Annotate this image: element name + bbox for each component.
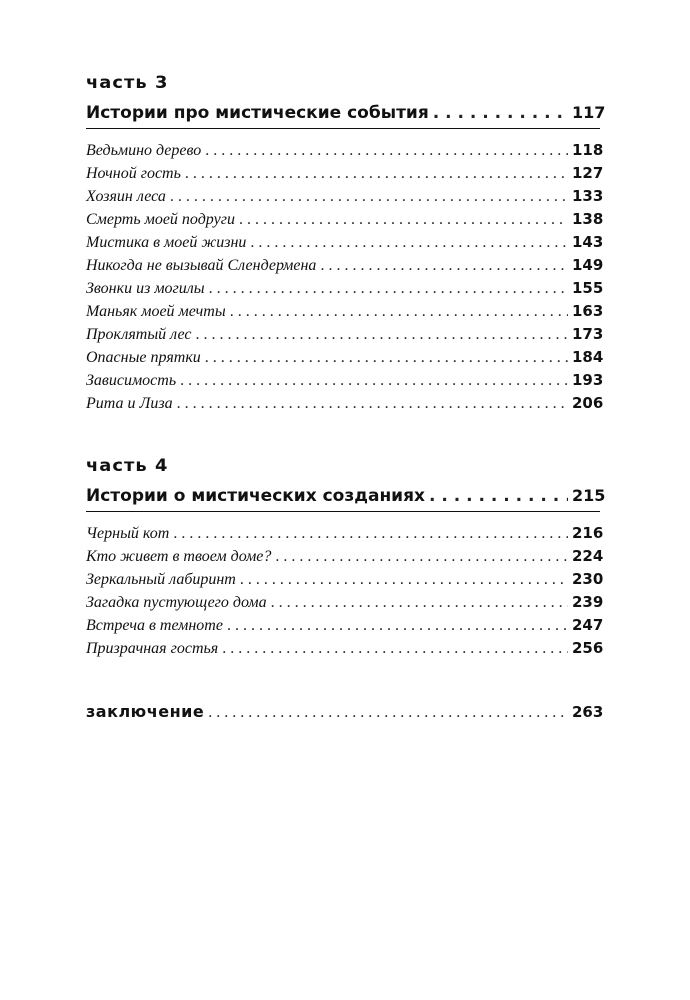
toc-entry-page: 143 — [572, 233, 604, 251]
dot-leader — [239, 208, 568, 231]
toc-entry-page: 239 — [572, 593, 604, 611]
toc-entry[interactable] — [86, 162, 604, 185]
toc-entry-page: 247 — [572, 616, 604, 634]
toc-entry[interactable] — [86, 637, 604, 660]
toc-entry-page: 133 — [572, 187, 604, 205]
toc-entry-title: Смерть моей подруги — [86, 211, 235, 228]
dot-leader — [240, 568, 568, 591]
part-3-label: часть 3 — [86, 73, 169, 93]
toc-entry-title: Ведьмино дерево — [86, 142, 202, 159]
dot-leader — [205, 139, 568, 162]
part-3-section — [86, 70, 606, 415]
dot-leader — [250, 231, 568, 254]
dot-leader — [429, 481, 568, 511]
toc-entry-page: 173 — [572, 325, 604, 343]
toc-entry[interactable] — [86, 208, 604, 231]
dot-leader — [271, 591, 568, 614]
toc-entry-page: 155 — [572, 279, 604, 297]
toc-entry-page: 163 — [572, 302, 604, 320]
toc-entry-title: Черный кот — [86, 525, 170, 542]
part-4-label: часть 4 — [86, 456, 169, 476]
dot-leader — [177, 392, 568, 415]
toc-entry[interactable] — [86, 346, 604, 369]
toc-entry-title: Призрачная гостья — [86, 640, 219, 657]
toc-entry[interactable] — [86, 185, 604, 208]
toc-entry-title: Встреча в темноте — [86, 617, 223, 634]
toc-entry-page: 224 — [572, 547, 604, 565]
part-3-heading-page: 117 — [572, 103, 606, 122]
toc-entry-title: Зависимость — [86, 372, 177, 389]
toc-entry[interactable] — [86, 545, 604, 568]
toc-entry[interactable] — [86, 522, 604, 545]
toc-entry-page: 206 — [572, 394, 604, 412]
dot-leader — [433, 98, 568, 128]
toc-entry-title: Кто живет в твоем доме? — [86, 548, 272, 565]
dot-leader — [227, 614, 568, 637]
part-4-heading-page: 215 — [572, 486, 606, 505]
toc-entry-page: 230 — [572, 570, 604, 588]
toc-entry-page: 184 — [572, 348, 604, 366]
conclusion-entry[interactable] — [86, 698, 604, 726]
toc-entry-title: Маньяк моей мечты — [86, 303, 226, 320]
toc-entry-page: 149 — [572, 256, 604, 274]
dot-leader — [196, 323, 568, 346]
dot-leader — [208, 699, 568, 727]
toc-entry-page: 193 — [572, 371, 604, 389]
toc-entry[interactable] — [86, 139, 604, 162]
toc-entry-title: Никогда не вызывай Слендермена — [86, 257, 317, 274]
toc-entry[interactable] — [86, 254, 604, 277]
toc-entry-title: Проклятый лес — [86, 326, 192, 343]
toc-entry[interactable] — [86, 392, 604, 415]
toc-entry-page: 216 — [572, 524, 604, 542]
dot-leader — [230, 300, 568, 323]
toc-entry[interactable] — [86, 277, 604, 300]
toc-entry[interactable] — [86, 614, 604, 637]
toc-entry[interactable] — [86, 300, 604, 323]
dot-leader — [173, 522, 568, 545]
dot-leader — [275, 545, 568, 568]
part-4-section — [86, 453, 606, 660]
dot-leader — [180, 369, 568, 392]
toc-entry[interactable] — [86, 568, 604, 591]
toc-entry-title: Хозяин леса — [86, 188, 166, 205]
dot-leader — [170, 185, 568, 208]
toc-entry-title: Зеркальный лабиринт — [86, 571, 236, 588]
dot-leader — [222, 637, 568, 660]
toc-entry[interactable] — [86, 323, 604, 346]
toc-entry-title: Звонки из могилы — [86, 280, 205, 297]
toc-entry-page: 118 — [572, 141, 604, 159]
dot-leader — [205, 346, 568, 369]
toc-entry-title: Опасные прятки — [86, 349, 201, 366]
toc-entry[interactable] — [86, 369, 604, 392]
dot-leader — [320, 254, 568, 277]
conclusion-page: 263 — [572, 703, 604, 721]
toc-entry-page: 138 — [572, 210, 604, 228]
dot-leader — [209, 277, 568, 300]
toc-entry-title: Мистика в моей жизни — [86, 234, 247, 251]
conclusion-label: заключение — [86, 702, 205, 721]
table-of-contents — [86, 70, 606, 726]
part-4-heading-title: Истории о мистических созданиях — [86, 486, 425, 506]
toc-entry-title: Ночной гость — [86, 165, 181, 182]
part-3-heading[interactable] — [86, 98, 606, 129]
toc-entry-title: Загадка пустующего дома — [86, 594, 267, 611]
toc-entry[interactable] — [86, 231, 604, 254]
part-4-heading[interactable] — [86, 481, 606, 512]
toc-entry-page: 127 — [572, 164, 604, 182]
toc-entry[interactable] — [86, 591, 604, 614]
toc-entry-title: Рита и Лиза — [86, 395, 173, 412]
dot-leader — [185, 162, 568, 185]
toc-entry-page: 256 — [572, 639, 604, 657]
part-3-heading-title: Истории про мистические события — [86, 103, 429, 123]
